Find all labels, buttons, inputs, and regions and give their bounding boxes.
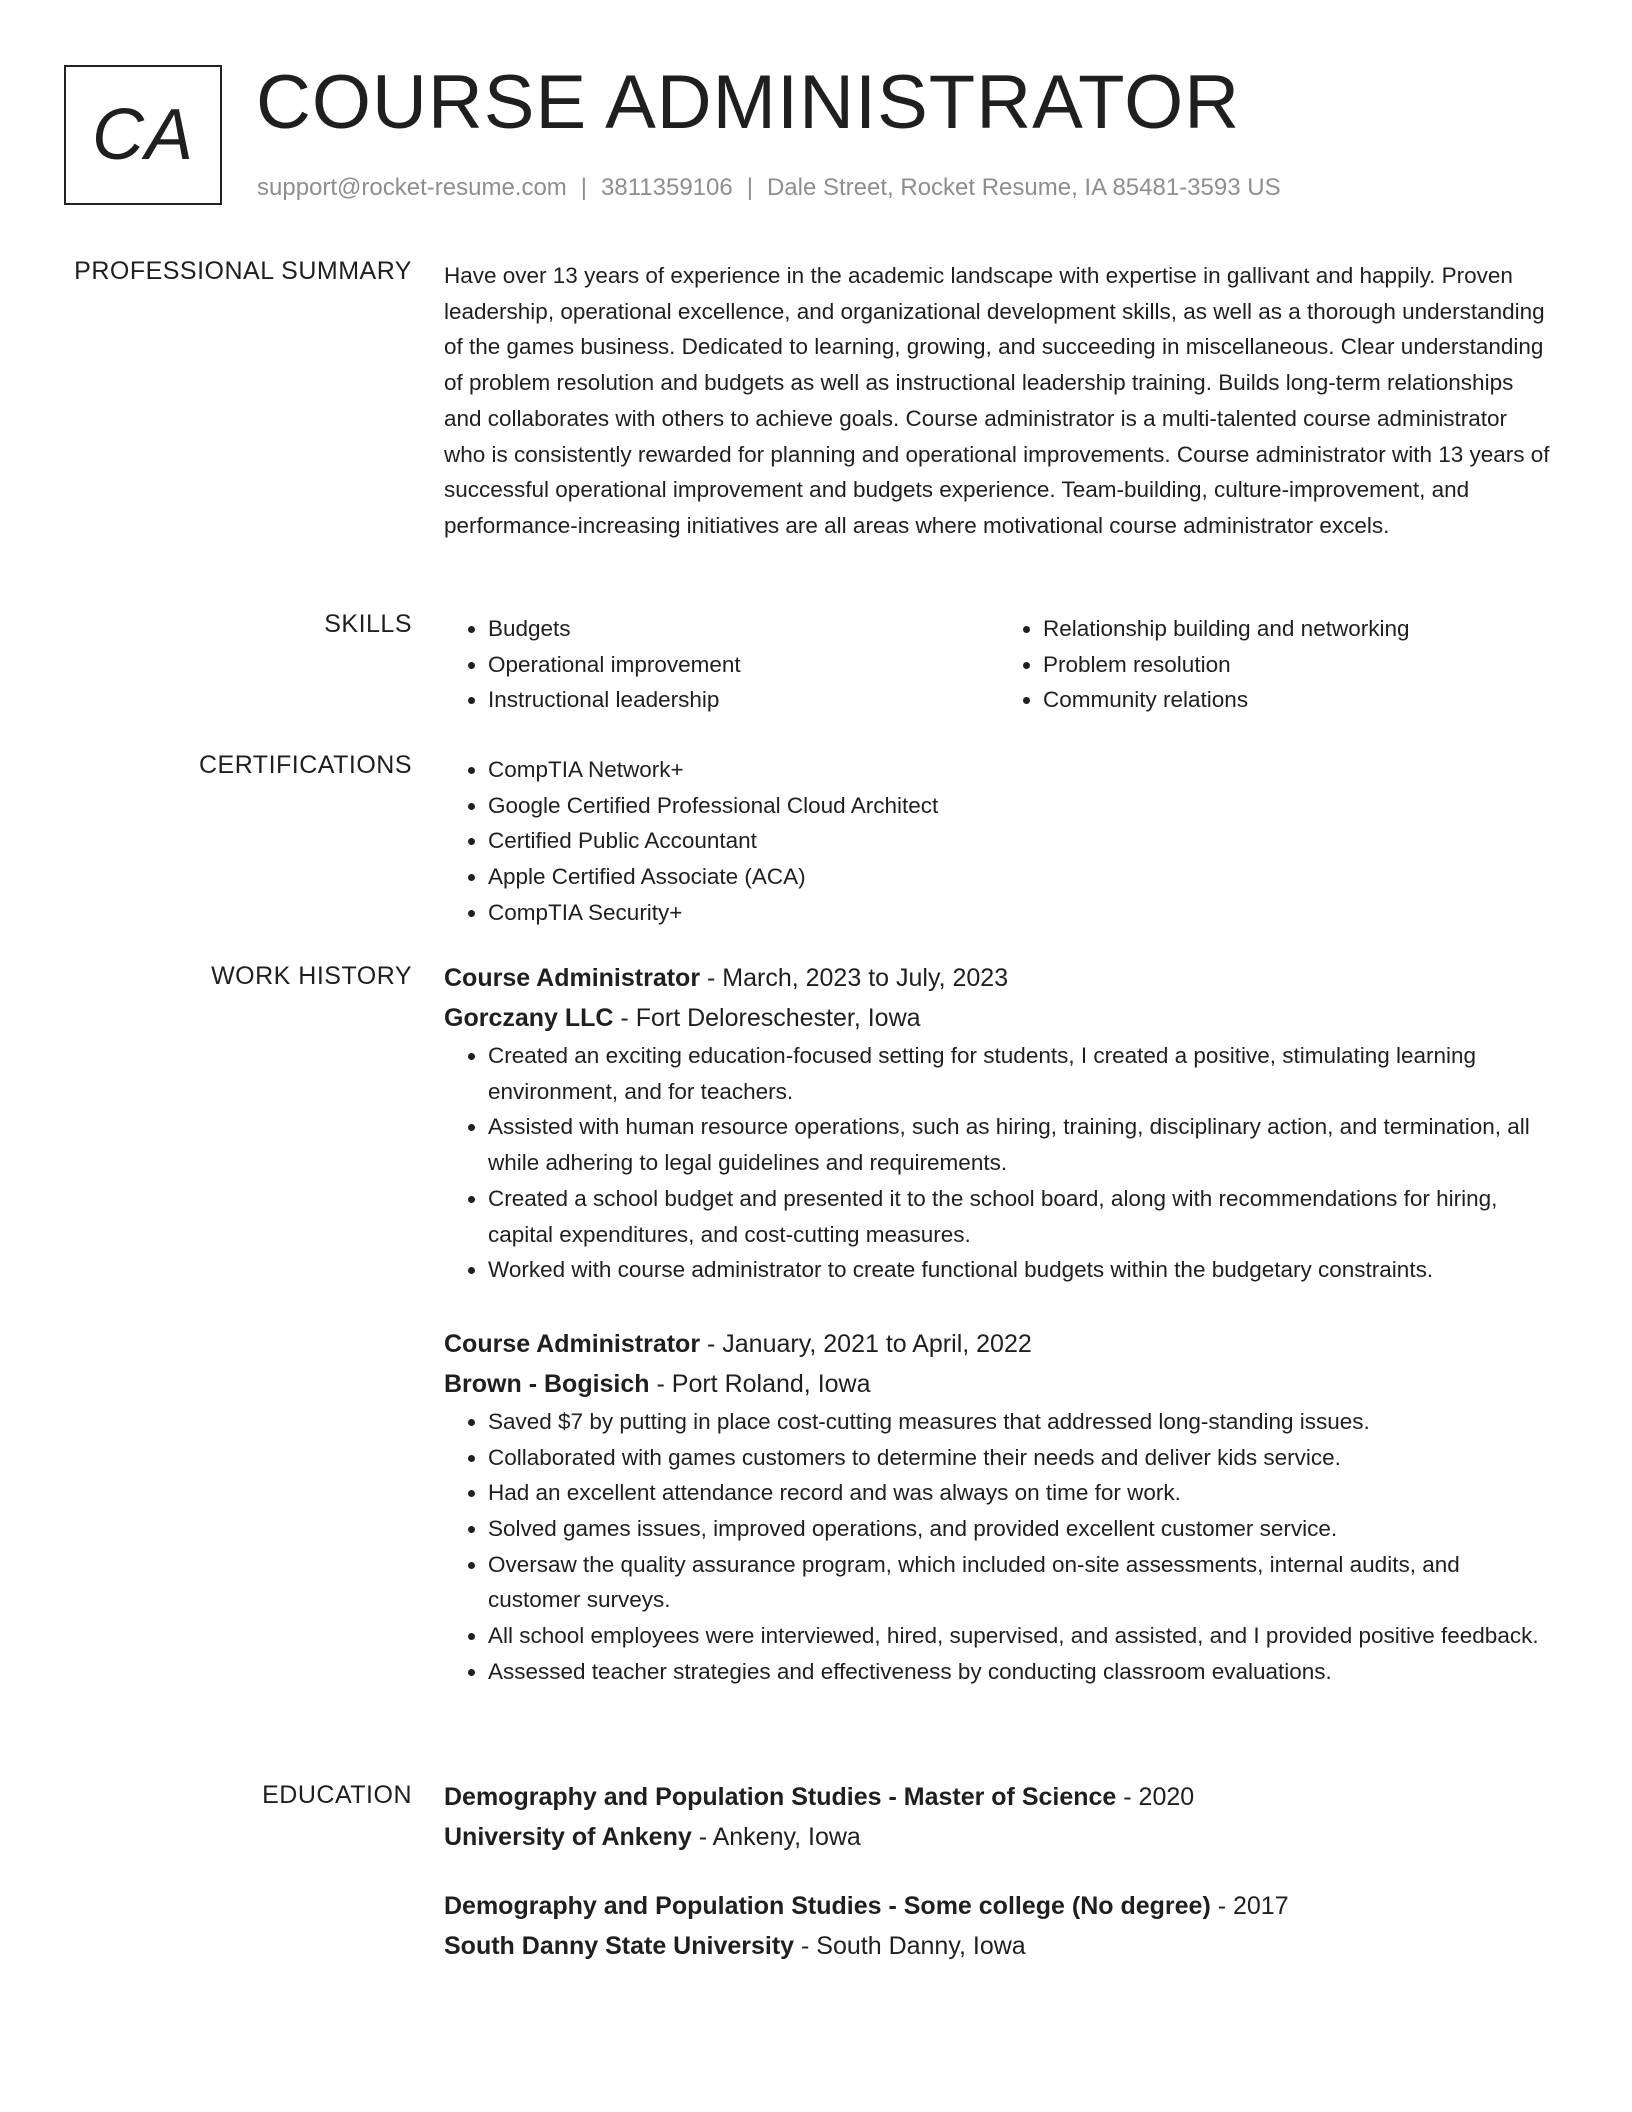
job-duties-list <box>444 1038 1554 1288</box>
job-title: Course Administrator <box>444 1329 701 1358</box>
skill-item: • Community relations <box>1043 682 1554 718</box>
contact-phone[interactable]: 3811359106 <box>601 174 733 201</box>
contact-address: Dale Street, Rocket Resume, IA 85481-3593 US <box>766 174 1281 201</box>
section-label-education: EDUCATION <box>262 1781 412 1809</box>
job-dates: - March, 2023 to July, 2023 <box>700 964 1009 992</box>
section-label-work-history: WORK HISTORY <box>211 962 412 990</box>
certification-item: • CompTIA Security+ <box>488 895 1554 931</box>
section-label-summary: PROFESSIONAL SUMMARY <box>74 257 412 285</box>
job-title: Course Administrator <box>444 964 701 992</box>
education-school: South Danny State University <box>444 1932 795 1960</box>
job-title-line <box>444 1324 1554 1364</box>
job-duty: • Solved games issues, improved operations, and provided excellent customer service. <box>488 1511 1554 1547</box>
education-entry <box>444 1777 1554 1857</box>
job-duty: • Created a school budget and presented it to the school board, along with recommendations for hiring, capital expenditures, and cost-cutting measures. <box>488 1181 1554 1252</box>
job-duty: • Oversaw the quality assurance program, which included on-site assessments, internal audits, and customer surveys. <box>488 1547 1554 1618</box>
skills-list-left <box>444 611 999 718</box>
job-duty: • Saved $7 by putting in place cost-cutting measures that addressed long-standing issues. <box>488 1404 1554 1440</box>
education-degree-line <box>444 1886 1554 1926</box>
resume-name: COURSE ADMINISTRATOR <box>256 60 1241 145</box>
job-entry <box>444 958 1554 1288</box>
certification-item: • Certified Public Accountant <box>488 823 1554 859</box>
education-year: - 2017 <box>1210 1892 1289 1920</box>
section-label-certifications: CERTIFICATIONS <box>198 751 412 779</box>
job-duty: • Collaborated with games customers to determine their needs and deliver kids service. <box>488 1440 1554 1476</box>
education-location: - Ankeny, Iowa <box>691 1823 861 1851</box>
skills-list-right <box>999 611 1554 718</box>
job-entry <box>444 1324 1554 1690</box>
skill-item: • Operational improvement <box>488 647 999 683</box>
certification-item: • Apple Certified Associate (ACA) <box>488 859 1554 895</box>
job-duty: • All school employees were interviewed, hired, supervised, and assisted, and I provided positive feedback. <box>488 1618 1554 1654</box>
job-location: - Fort Deloreschester, Iowa <box>613 1004 921 1032</box>
certification-item: • CompTIA Network+ <box>488 752 1554 788</box>
job-duties-list <box>444 1404 1554 1690</box>
education-location: - South Danny, Iowa <box>794 1932 1026 1960</box>
section-label-skills: SKILLS <box>324 610 412 638</box>
job-company-line <box>444 998 1554 1038</box>
education-entry <box>444 1886 1554 1966</box>
job-company: Brown - Bogisich <box>444 1369 650 1398</box>
contact-separator: | <box>580 174 588 201</box>
job-duty: • Worked with course administrator to create functional budgets within the budgetary constraints. <box>488 1252 1554 1288</box>
education-degree: Demography and Population Studies - Master of Science <box>444 1783 1117 1811</box>
education-year: - 2020 <box>1116 1783 1195 1811</box>
summary-text: Have over 13 years of experience in the academic landscape with expertise in gallivant and happily. Proven leadership, operational excellence, and organizational development skills, as well as a thorough understanding of the games business. Dedicated to learning, growing, and succeeding in miscellaneous. Clear understanding of problem resolution and budgets as well as instructional leadership training. Builds long-term relationships and collaborates with others to achieve goals. Course administrator is a multi-talented course administrator who is consistently rewarded for planning and operational improvements. Course administrator with 13 years of successful operational improvement and budgets experience. Team-building, culture-improvement, and performance-increasing initiatives are all areas where motivational course administrator excels. <box>444 263 1550 538</box>
contact-line <box>257 174 1281 202</box>
education-school-line <box>444 1926 1554 1966</box>
skill-item: • Problem resolution <box>1043 647 1554 683</box>
job-duty: • Created an exciting education-focused setting for students, I created a positive, stimulating learning environment, and for teachers. <box>488 1038 1554 1109</box>
education-degree: Demography and Population Studies - Some college (No degree) <box>444 1892 1211 1920</box>
certification-item: • Google Certified Professional Cloud Architect <box>488 788 1554 824</box>
education-school: University of Ankeny <box>444 1823 692 1851</box>
skill-item: • Relationship building and networking <box>1043 611 1554 647</box>
job-duty: • Assessed teacher strategies and effectiveness by conducting classroom evaluations. <box>488 1654 1554 1690</box>
contact-email[interactable]: support@rocket-resume.com <box>257 174 567 201</box>
contact-separator: | <box>746 174 753 201</box>
education-degree-line <box>444 1777 1554 1817</box>
job-duty: • Assisted with human resource operations, such as hiring, training, disciplinary action, and termination, all while adhering to legal guidelines and requirements. <box>488 1109 1554 1180</box>
job-company-line <box>444 1364 1554 1404</box>
skill-item: • Instructional leadership <box>488 682 999 718</box>
job-duty: • Had an excellent attendance record and was always on time for work. <box>488 1475 1554 1511</box>
education-school-line <box>444 1817 1554 1857</box>
monogram-logo: CA <box>64 65 222 205</box>
job-location: - Port Roland, Iowa <box>649 1369 871 1398</box>
job-dates: - January, 2021 to April, 2022 <box>700 1329 1032 1358</box>
job-company: Gorczany LLC <box>444 1004 614 1032</box>
certifications-list <box>444 752 1554 931</box>
job-title-line <box>444 958 1554 998</box>
skill-item: • Budgets <box>488 611 999 647</box>
